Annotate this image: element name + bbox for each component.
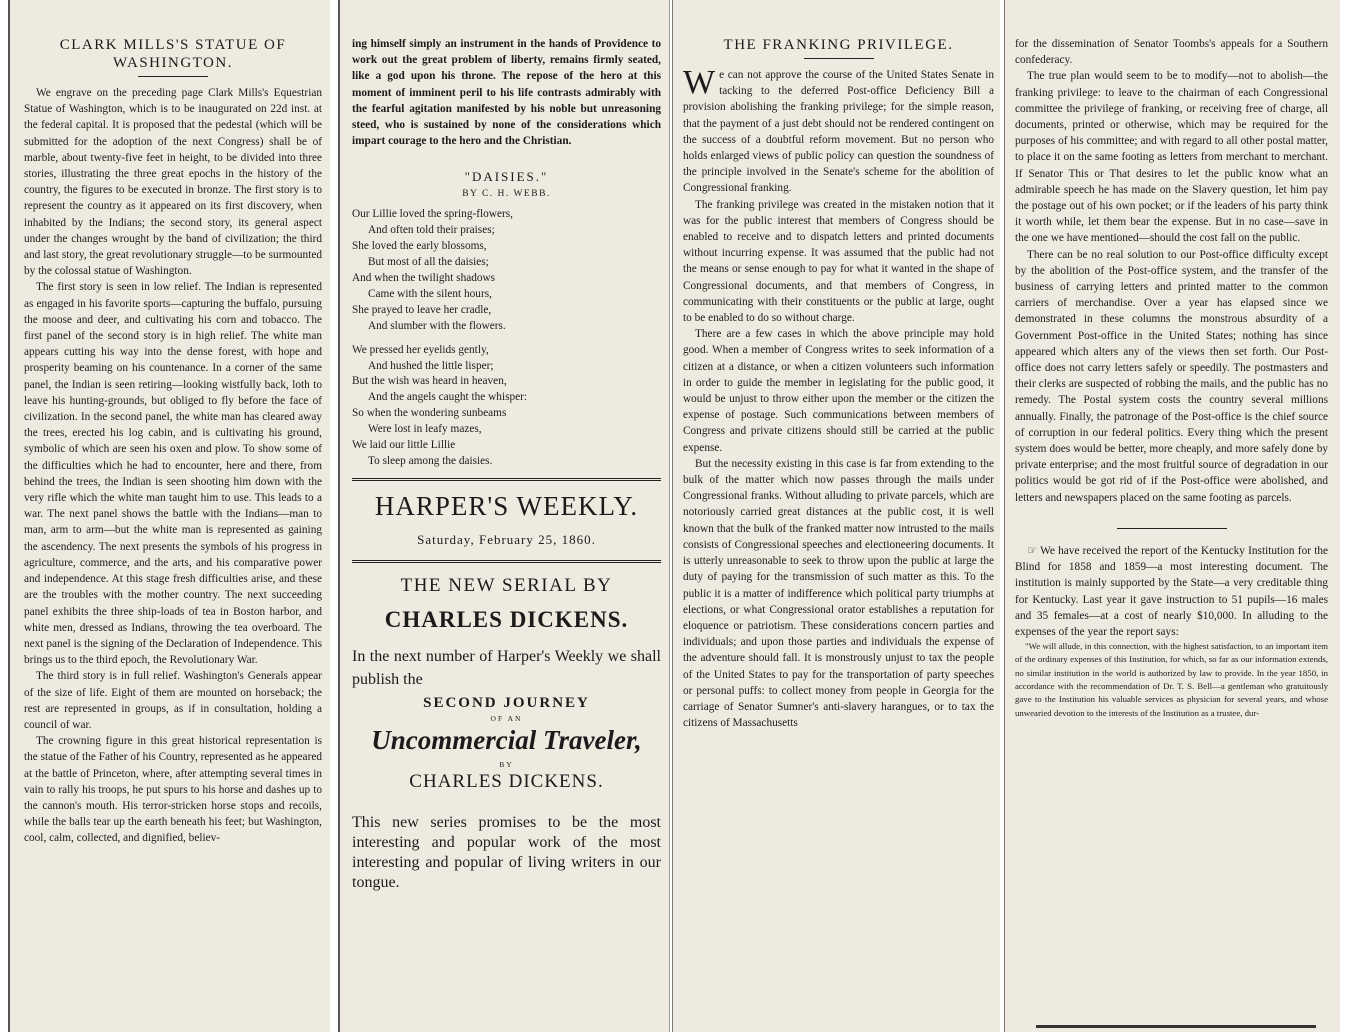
poem-line: She prayed to leave her cradle, [352, 303, 492, 316]
masthead-title: HARPER'S WEEKLY. [374, 490, 639, 521]
kentucky-quote: "We will allude, in this connection, with the highest satisfaction, to an important item of the ordinary expenses of this Institution, for which, so far as our information extends, no similar institution in the world is authorized by law to provide. In the year 1850, in accordance with the recommendation of Dr. T. S. Bell—a gentleman who gratuitously gave to the Institution his valuable services as physician for several years, and whose unwearied devotion to the interests of the Institution as a trustee, dur- [1015, 641, 1328, 718]
ad-author: CHARLES DICKENS. [384, 606, 629, 632]
statue-heading: CLARK MILLS'S STATUE OF WASHINGTON. [59, 37, 287, 71]
poem-line: And hushed the little lisper; [368, 359, 494, 372]
franking-paragraph-4: But the necessity existing in this case is far from extending to the bulk of the matter which now passes through the mails under Congressional franks. Without alluding to private parcels, which are notoriously carried great distances at the public cost, it is well known that the bulk of the franked matter now intrusted to the mails consists of Congressional speeches and electioneering documents. It is utterly unreasonable to seek to throw upon the public at large the duty of paying for the transmission of such matter as this. To the public it is a matter of indifference which political party triumphs at elections, or what Congressional orator establishes a reputation for eloquence or patriotism. These considerations concern parties and individuals; and upon those parties and individuals the expense of the adventure should fall. It is monstrously unjust to tax the people of the United States to pay for the transportation of party speeches or personal puffs: to collect money from people in Georgia for the carriage of Senator Sumner's anti-slavery harangues, or to tax the citizens of Massachusetts [683, 457, 994, 730]
statue-paragraph-4: The crowning figure in this great historical representation is the statue of the Father of his Country, represented as he appeared at the battle of Princeton, where, after attempting several times in vain to rally his troops, he put spurs to his horse and dashes up to the cannon's mouth. His terror-stricken horse stops and recoils, while the balls tear up the earth beneath his feet; but Washington, cool, calm, collected, and dignified, believ- [24, 735, 322, 845]
ad-of: OF AN [490, 713, 523, 723]
poem-line: And often told their praises; [368, 224, 495, 237]
poem-line: Our Lillie loved the spring-flowers, [352, 208, 513, 221]
franking-heading: THE FRANKING PRIVILEGE. [723, 37, 954, 53]
drop-cap: W [683, 64, 716, 101]
ad-author-2: CHARLES DICKENS. [409, 770, 604, 792]
kentucky-notice: ☞ We have received the report of the Kentucky Institution for the Blind for 1858 and 1859—a most interesting document. The institution is mainly supported by the State—a very creditable thing for Kentucky. Last year it gave instruction to 51 pupils—16 males and 35 females—at a cost of nearly $10,000. In alluding to the expenses of the year the report says: [1015, 544, 1328, 638]
poem-line: But the wish was heard in heaven, [352, 375, 507, 388]
ad-intro: In the next number of Harper's Weekly we shall publish the [352, 647, 661, 688]
poem-line: She loved the early blossoms, [352, 240, 487, 253]
column-franking-continued [1004, 0, 1340, 1032]
poem-line: Came with the silent hours, [368, 287, 492, 300]
poem-line: To sleep among the daisies. [368, 455, 493, 468]
ad-body: This new series promises to be the most interesting and popular work of the most interesting and popular of living writers in our tongue. [352, 813, 661, 891]
ad-title: Uncommercial Traveler, [371, 724, 642, 755]
heading-rule [138, 76, 208, 77]
heading-rule [804, 58, 874, 59]
statue-paragraph-1: We engrave on the preceding page Clark Mills's Equestrian Statue of Washington, which is to be inaugurated on 22d inst. at the federal capital. It is proposed that the pedestal (which will be submitted for the adoption of the next Congress) shall be of marble, about twenty-five feet in height, to be divided into three stories, illustrating the three great epochs in the history of the country, the figures to be executed in bronze. The first story is to represent the country as it appeared on its first discovery, when inhabited by the Indians; the second story, its general aspect under the changes wrought by the band of civilization; the third and last story, the great revolutionary struggle—to be surmounted by the colossal statue of Washington. [24, 87, 322, 278]
franking-paragraph-1 [683, 64, 994, 197]
franking-continued-3: There can be no real solution to our Post-office difficulty except by the abolition of the Post-office system, and the transfer of the business of carrying letters and printed matter to the common carriers of merchandise. Over a year has elapsed since we demonstrated in these columns the monstrous absurdity of a Government Post-office in the United States; nothing has since appeared which alters any of the views then set forth. Our Post-office does not carry letters safely or speedily. The postmasters and their clerks are suspected of robbing the mails, and the public has no remedy. The Postal system costs the country several millions annually. Finally, the patronage of the Post-office is the chief source of corruption in our federal politics. Every thing which the present system does would be better, more cheaply, and more safely done by private enterprise; and the most fruitful source of degradation in our politics would be got rid of if the Post-office were abolished, and letters and newspapers placed on the same footing as parcels. [1015, 248, 1328, 504]
ad-by: BY [499, 759, 514, 769]
franking-continued-1: for the dissemination of Senator Toombs's appeals for a Southern confederacy. [1015, 38, 1328, 67]
ad-journey: SECOND JOURNEY [423, 694, 590, 711]
section-rule [1117, 528, 1227, 529]
franking-paragraph-3: There are a few cases in which the above principle may hold good. When a member of Congress writes to seek information of a citizen at a distance, or when a citizen volunteers such information in order to guide the member in legislating for the public good, it would be unjust to throw either upon the member or the citizen the expense of postage. Such communications between members of Congress and private citizens should still be carried at the public expense. [683, 328, 994, 454]
poem-line: But most of all the daisies; [368, 256, 489, 269]
masthead-date: Saturday, February 25, 1860. [417, 531, 596, 547]
franking-paragraph-2: The franking privilege was created in the mistaken notion that it was for the public interest that members of Congress should be enabled to receive and to dispatch letters and printed documents without incurring expense. It was assumed that the public had not the means or sense enough to pay for what it wanted in the shape of Congressional documents, and that members of Congress, in communicating with their constituents or the public at large, ought to be enabled to do so without charge. [683, 198, 994, 325]
poem-line: So when the wondering sunbeams [352, 407, 507, 420]
statue-paragraph-2: The first story is seen in low relief. The Indian is represented as engaged in his favorite sports—capturing the buffalo, pursuing the moose and deer, and cultivating his corn and tobacco. The first panel of the second story is in high relief. The white man appears cutting his way into the dense forest, with hope and prosperity beaming on his countenance. In a corner of the same panel, the Indian is seen retiring—looking wistfully back, loth to leave his hunting-grounds, but obliged to fly before the face of civilization. In the second panel, the white man has cleared away the trees, erected his log cabin, and is cultivating his ground, symbolic of which are seen his oxen and plow. To show some of the difficulties which he had to encounter, here and there, from behind the trees, the Indian is seen shooting him down with the very rifle which the white man taught him to use. This leads to a war. The next panel shows the battle with the Indians—man to man, arm to arm—but the white man is represented as gaining the ascendency. The next presents the symbols of his progress in agriculture, commerce, and the arts, and his comparative power and independence. At this stage fresh difficulties arise, and these are the troubles with the mother country. The next succeeding panel exhibits the three ship-loads of tea in Boston harbor, and white men, dressed as Indians, throwing the tea overboard. The next panel is the signing of the Declaration of Independence. This brings us to the third epoch, the Revolutionary War. [24, 281, 322, 667]
poem-line: Were lost in leafy mazes, [368, 423, 482, 436]
poem-line: And the angels caught the whisper: [368, 391, 528, 404]
poem-line: And slumber with the flowers. [368, 319, 506, 332]
poem-byline: BY C. H. WEBB. [462, 189, 551, 200]
poem-stanza-1 [352, 207, 661, 334]
poem-title: "DAISIES." [464, 169, 549, 185]
masthead-rule-bottom [352, 560, 661, 563]
poem-line: We laid our little Lillie [352, 439, 456, 452]
ad-heading: THE NEW SERIAL BY [400, 574, 613, 596]
column-franking-article [672, 0, 1000, 1032]
franking-paragraph-1-text: e can not approve the course of the United States Senate in tacking to the deferred Post-office Deficiency Bill a provision abolishing the franking privilege; for the simple reason, that the payment of a just debt should not be rendered contingent on the success of a doubtful reform movement. But no person who holds enlarged views of public policy can question the soundness of the principle involved in the Senate's scheme for the abolition of Congressional franking. [683, 69, 994, 195]
franking-continued-2: The true plan would seem to be to modify—not to abolish—the franking privilege: to leave to the chairman of each Congressional committee the privilege of franking, or receiving free of charge, all documents, printed or otherwise, which may be required for the purposes of his committee; and with regard to all other postal matter, to place it on the same footing as letters from merchant to merchant. If Senator This or That desires to let the public know what an admirable speech he has made on the Slavery question, let him pay the postage out of his own pocket; or if the leaders of his party think it worth while, let them bear the expense. But in no case—save in the one we have mentioned—should the cost fall on the public. [1015, 70, 1328, 245]
column-statue-article [8, 0, 330, 1032]
statue-paragraph-3: The third story is in full relief. Washington's Generals appear of the size of life. Eight of them are mounted on horseback; the rest are represented in groups, as if in consultation, holding a council of war. [24, 670, 322, 731]
poem-stanza-2 [352, 343, 661, 470]
poem-line: We pressed her eyelids gently, [352, 343, 489, 356]
column-poem-masthead [338, 0, 670, 1032]
statue-continuation: ing himself simply an instrument in the hands of Providence to work out the great problem of liberty, remains firmly seated, like a god upon his throne. The repose of the hero at this moment of imminent peril to his life contrasts admirably with the fearful agitation manifested by his noble but unreasoning steed, who is sustained by none of the considerations which impart courage to the hero and the Christian. [352, 38, 661, 148]
poem-line: And when the twilight shadows [352, 272, 496, 285]
bottom-rule [1036, 1025, 1316, 1028]
masthead-rule-top [352, 478, 661, 481]
